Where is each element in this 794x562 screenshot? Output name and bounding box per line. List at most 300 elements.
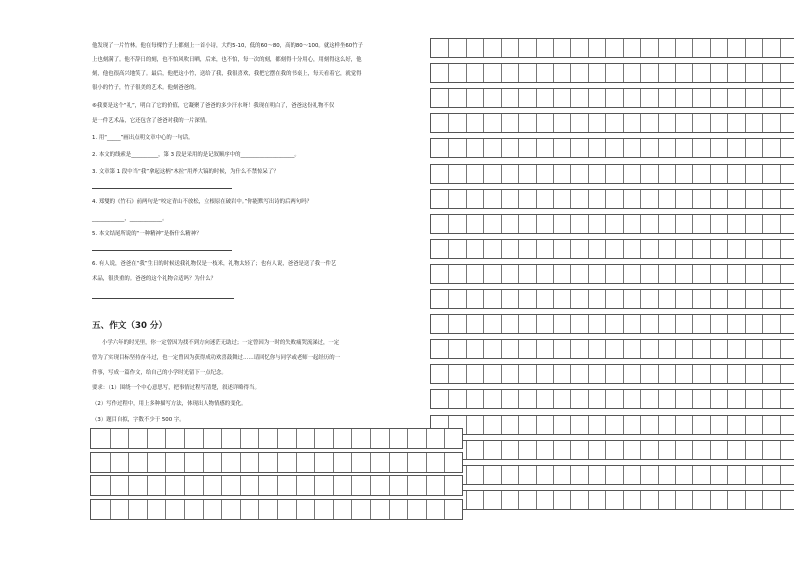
grid-cell-divider: [727, 315, 728, 333]
grid-cell-divider: [692, 265, 693, 283]
grid-cell-divider: [762, 416, 763, 434]
grid-cell-divider: [692, 416, 693, 434]
grid-cell-divider: [727, 215, 728, 233]
grid-cell-divider: [501, 89, 502, 107]
grid-cell-divider: [745, 114, 746, 132]
grid-cell-divider: [466, 491, 467, 509]
grid-row: [430, 440, 794, 460]
grid-cell-divider: [258, 453, 259, 472]
grid-cell-divider: [780, 390, 781, 408]
requirement: （2）写作过程中，用上多种描写方法，体现出人物情感的变化。: [92, 401, 247, 407]
grid-cell-divider: [727, 190, 728, 208]
grid-cell-divider: [710, 165, 711, 183]
grid-cell-divider: [675, 315, 676, 333]
grid-cell-divider: [448, 64, 449, 82]
answer-line[interactable]: [92, 188, 232, 189]
grid-cell-divider: [333, 453, 334, 472]
grid-cell-divider: [333, 476, 334, 495]
grid-cell-divider: [727, 39, 728, 57]
grid-cell-divider: [221, 429, 222, 448]
grid-cell-divider: [588, 39, 589, 57]
grid-cell-divider: [333, 500, 334, 519]
grid-cell-divider: [640, 64, 641, 82]
grid-cell-divider: [710, 39, 711, 57]
grid-cell-divider: [727, 89, 728, 107]
grid-cell-divider: [448, 39, 449, 57]
grid-cell-divider: [221, 500, 222, 519]
question-3: 3. 文章第 1 段中当“我”拿起这柄“木拉”用斧大镐的时候，为什么不禁惊呆了？: [92, 169, 279, 175]
grid-cell-divider: [780, 240, 781, 258]
grid-cell-divider: [780, 441, 781, 459]
grid-row: [90, 452, 463, 473]
grid-cell-divider: [518, 340, 519, 358]
grid-cell-divider: [370, 476, 371, 495]
grid-cell-divider: [483, 290, 484, 308]
grid-cell-divider: [570, 390, 571, 408]
grid-cell-divider: [762, 139, 763, 157]
grid-cell-divider: [762, 89, 763, 107]
grid-cell-divider: [658, 89, 659, 107]
grid-cell-divider: [483, 390, 484, 408]
grid-cell-divider: [710, 315, 711, 333]
grid-cell-divider: [296, 429, 297, 448]
grid-cell-divider: [426, 500, 427, 519]
grid-cell-divider: [762, 466, 763, 484]
grid-cell-divider: [745, 441, 746, 459]
grid-cell-divider: [448, 315, 449, 333]
grid-cell-divider: [351, 453, 352, 472]
answer-line[interactable]: [92, 250, 232, 251]
grid-cell-divider: [780, 39, 781, 57]
grid-cell-divider: [710, 365, 711, 383]
grid-cell-divider: [518, 114, 519, 132]
grid-cell-divider: [780, 466, 781, 484]
grid-cell-divider: [570, 265, 571, 283]
grid-cell-divider: [518, 139, 519, 157]
grid-cell-divider: [640, 190, 641, 208]
grid-cell-divider: [240, 453, 241, 472]
grid-cell-divider: [658, 240, 659, 258]
grid-cell-divider: [466, 215, 467, 233]
grid-cell-divider: [570, 89, 571, 107]
grid-cell-divider: [588, 290, 589, 308]
grid-cell-divider: [518, 390, 519, 408]
grid-cell-divider: [675, 290, 676, 308]
grid-cell-divider: [692, 315, 693, 333]
grid-cell-divider: [536, 139, 537, 157]
grid-cell-divider: [640, 390, 641, 408]
grid-cell-divider: [333, 429, 334, 448]
grid-cell-divider: [710, 190, 711, 208]
grid-cell-divider: [710, 139, 711, 157]
grid-cell-divider: [501, 39, 502, 57]
passage-line: 刻，他也很高兴地笑了。最后，他把这小竹，送给了我，我很喜欢，我把它摆在我的书桌上，每天看着它，就觉得: [92, 71, 362, 77]
grid-cell-divider: [501, 491, 502, 509]
grid-cell-divider: [466, 165, 467, 183]
grid-cell-divider: [553, 190, 554, 208]
grid-cell-divider: [658, 265, 659, 283]
grid-cell-divider: [675, 390, 676, 408]
grid-cell-divider: [277, 476, 278, 495]
grid-cell-divider: [762, 114, 763, 132]
grid-cell-divider: [675, 240, 676, 258]
grid-cell-divider: [745, 365, 746, 383]
grid-cell-divider: [501, 139, 502, 157]
grid-cell-divider: [466, 240, 467, 258]
grid-cell-divider: [692, 390, 693, 408]
grid-cell-divider: [426, 476, 427, 495]
grid-cell-divider: [780, 64, 781, 82]
grid-cell-divider: [710, 416, 711, 434]
grid-cell-divider: [692, 365, 693, 383]
grid-cell-divider: [623, 365, 624, 383]
grid-cell-divider: [466, 315, 467, 333]
grid-cell-divider: [110, 500, 111, 519]
grid-cell-divider: [605, 165, 606, 183]
grid-cell-divider: [710, 114, 711, 132]
grid-cell-divider: [296, 453, 297, 472]
grid-cell-divider: [448, 139, 449, 157]
question-5: 5. 本文结尾所说的“一种精神”是指什么精神？: [92, 231, 202, 237]
grid-cell-divider: [570, 340, 571, 358]
grid-cell-divider: [588, 365, 589, 383]
grid-cell-divider: [448, 190, 449, 208]
grid-cell-divider: [727, 340, 728, 358]
grid-cell-divider: [221, 453, 222, 472]
grid-cell-divider: [692, 114, 693, 132]
grid-cell-divider: [370, 453, 371, 472]
grid-cell-divider: [407, 500, 408, 519]
grid-cell-divider: [501, 390, 502, 408]
grid-cell-divider: [553, 139, 554, 157]
grid-cell-divider: [658, 165, 659, 183]
grid-cell-divider: [553, 466, 554, 484]
grid-cell-divider: [710, 64, 711, 82]
grid-cell-divider: [110, 476, 111, 495]
grid-row: [430, 138, 794, 158]
grid-cell-divider: [483, 240, 484, 258]
grid-cell-divider: [570, 215, 571, 233]
grid-cell-divider: [426, 429, 427, 448]
grid-cell-divider: [165, 500, 166, 519]
grid-row: [430, 465, 794, 485]
writing-grid-left[interactable]: [90, 428, 462, 524]
grid-cell-divider: [553, 365, 554, 383]
grid-cell-divider: [553, 441, 554, 459]
grid-cell-divider: [518, 39, 519, 57]
grid-cell-divider: [501, 165, 502, 183]
grid-cell-divider: [501, 365, 502, 383]
grid-cell-divider: [483, 190, 484, 208]
grid-cell-divider: [588, 240, 589, 258]
grid-cell-divider: [605, 365, 606, 383]
grid-cell-divider: [780, 315, 781, 333]
grid-cell-divider: [444, 500, 445, 519]
grid-row: [430, 38, 794, 58]
grid-cell-divider: [128, 429, 129, 448]
grid-cell-divider: [780, 165, 781, 183]
grid-cell-divider: [640, 340, 641, 358]
grid-cell-divider: [444, 453, 445, 472]
grid-cell-divider: [745, 416, 746, 434]
grid-cell-divider: [553, 165, 554, 183]
grid-cell-divider: [623, 190, 624, 208]
grid-cell-divider: [623, 290, 624, 308]
grid-cell-divider: [692, 466, 693, 484]
grid-cell-divider: [623, 64, 624, 82]
grid-cell-divider: [483, 64, 484, 82]
grid-cell-divider: [501, 416, 502, 434]
grid-cell-divider: [501, 114, 502, 132]
grid-cell-divider: [553, 390, 554, 408]
grid-cell-divider: [675, 340, 676, 358]
grid-cell-divider: [640, 139, 641, 157]
grid-cell-divider: [605, 265, 606, 283]
grid-cell-divider: [553, 491, 554, 509]
grid-cell-divider: [570, 290, 571, 308]
grid-cell-divider: [518, 190, 519, 208]
grid-cell-divider: [370, 500, 371, 519]
grid-cell-divider: [675, 365, 676, 383]
grid-cell-divider: [536, 315, 537, 333]
grid-cell-divider: [258, 476, 259, 495]
grid-cell-divider: [623, 390, 624, 408]
grid-cell-divider: [692, 441, 693, 459]
grid-cell-divider: [605, 39, 606, 57]
grid-cell-divider: [570, 315, 571, 333]
prompt-line: 件事，写成一篇作文，给自己的小学时光留下一点纪念。: [92, 370, 227, 376]
grid-row: [430, 239, 794, 259]
grid-row: [430, 415, 794, 435]
grid-cell-divider: [605, 240, 606, 258]
grid-cell-divider: [780, 190, 781, 208]
grid-cell-divider: [588, 165, 589, 183]
grid-cell-divider: [658, 315, 659, 333]
grid-cell-divider: [588, 340, 589, 358]
grid-cell-divider: [448, 265, 449, 283]
grid-cell-divider: [203, 429, 204, 448]
grid-cell-divider: [762, 315, 763, 333]
grid-cell-divider: [727, 441, 728, 459]
section-heading: 五、作文（30 分）: [92, 321, 168, 331]
grid-row: [430, 339, 794, 359]
grid-cell-divider: [501, 466, 502, 484]
grid-row: [90, 499, 463, 520]
grid-cell-divider: [588, 491, 589, 509]
grid-cell-divider: [483, 265, 484, 283]
grid-cell-divider: [110, 453, 111, 472]
grid-cell-divider: [727, 139, 728, 157]
grid-cell-divider: [727, 390, 728, 408]
grid-cell-divider: [553, 114, 554, 132]
grid-cell-divider: [128, 453, 129, 472]
question-6: 6. 有人说，爸爸在“我”生日的时候送我礼物仅是一枝米，礼物太轻了；也有人说，爸爸是送了我一件艺: [92, 261, 337, 267]
grid-cell-divider: [389, 453, 390, 472]
grid-cell-divider: [448, 165, 449, 183]
grid-cell-divider: [501, 215, 502, 233]
grid-cell-divider: [518, 240, 519, 258]
grid-cell-divider: [658, 64, 659, 82]
grid-cell-divider: [675, 114, 676, 132]
grid-cell-divider: [466, 39, 467, 57]
grid-cell-divider: [448, 240, 449, 258]
grid-cell-divider: [762, 39, 763, 57]
grid-cell-divider: [203, 453, 204, 472]
grid-cell-divider: [692, 165, 693, 183]
grid-cell-divider: [745, 215, 746, 233]
grid-cell-divider: [640, 491, 641, 509]
grid-cell-divider: [466, 89, 467, 107]
passage-line: 是一件艺术品，它还包含了爸爸对我的一片深情。: [92, 118, 211, 124]
grid-cell-divider: [745, 64, 746, 82]
grid-cell-divider: [727, 64, 728, 82]
grid-cell-divider: [553, 89, 554, 107]
writing-grid-right[interactable]: [430, 38, 794, 512]
grid-cell-divider: [483, 114, 484, 132]
grid-cell-divider: [536, 340, 537, 358]
grid-cell-divider: [710, 390, 711, 408]
grid-row: [430, 189, 794, 209]
grid-cell-divider: [640, 365, 641, 383]
grid-cell-divider: [466, 390, 467, 408]
grid-cell-divider: [623, 114, 624, 132]
grid-cell-divider: [466, 114, 467, 132]
grid-cell-divider: [553, 315, 554, 333]
grid-cell-divider: [483, 215, 484, 233]
grid-cell-divider: [483, 165, 484, 183]
grid-cell-divider: [570, 491, 571, 509]
grid-cell-divider: [483, 39, 484, 57]
grid-cell-divider: [675, 491, 676, 509]
grid-cell-divider: [518, 89, 519, 107]
grid-cell-divider: [407, 453, 408, 472]
grid-cell-divider: [536, 215, 537, 233]
grid-cell-divider: [147, 476, 148, 495]
grid-cell-divider: [314, 453, 315, 472]
question-4-blanks: ____________，____________。: [92, 216, 168, 222]
grid-cell-divider: [692, 64, 693, 82]
grid-cell-divider: [296, 476, 297, 495]
grid-cell-divider: [351, 429, 352, 448]
grid-cell-divider: [675, 165, 676, 183]
grid-cell-divider: [658, 466, 659, 484]
grid-cell-divider: [605, 466, 606, 484]
grid-cell-divider: [389, 429, 390, 448]
grid-cell-divider: [692, 89, 693, 107]
grid-cell-divider: [536, 265, 537, 283]
grid-cell-divider: [570, 365, 571, 383]
prompt-line: 曾为了实现目标坚持奋斗过，也一定曾因为获得成功欢喜鼓舞过……请回忆你与同学或老师一起经历的一: [92, 355, 340, 361]
grid-row: [430, 314, 794, 334]
grid-cell-divider: [710, 466, 711, 484]
answer-line[interactable]: [92, 298, 234, 299]
grid-cell-divider: [640, 240, 641, 258]
grid-cell-divider: [553, 64, 554, 82]
grid-cell-divider: [483, 139, 484, 157]
grid-cell-divider: [240, 429, 241, 448]
requirement: 要求：（1）围绕一个中心意思写，把事情过程写清楚，叙述详略得当。: [92, 385, 260, 391]
grid-cell-divider: [536, 165, 537, 183]
grid-cell-divider: [536, 466, 537, 484]
grid-cell-divider: [203, 476, 204, 495]
grid-cell-divider: [745, 240, 746, 258]
grid-cell-divider: [570, 240, 571, 258]
grid-cell-divider: [780, 340, 781, 358]
grid-cell-divider: [483, 89, 484, 107]
grid-cell-divider: [623, 340, 624, 358]
grid-cell-divider: [277, 429, 278, 448]
grid-cell-divider: [518, 64, 519, 82]
grid-cell-divider: [147, 453, 148, 472]
grid-cell-divider: [570, 139, 571, 157]
grid-cell-divider: [640, 165, 641, 183]
grid-cell-divider: [588, 89, 589, 107]
grid-cell-divider: [727, 265, 728, 283]
grid-cell-divider: [780, 265, 781, 283]
grid-cell-divider: [258, 500, 259, 519]
grid-cell-divider: [147, 429, 148, 448]
grid-cell-divider: [501, 190, 502, 208]
grid-cell-divider: [518, 441, 519, 459]
grid-cell-divider: [675, 39, 676, 57]
grid-cell-divider: [727, 240, 728, 258]
grid-cell-divider: [501, 64, 502, 82]
grid-cell-divider: [692, 290, 693, 308]
grid-cell-divider: [128, 500, 129, 519]
grid-cell-divider: [605, 139, 606, 157]
grid-cell-divider: [762, 290, 763, 308]
grid-cell-divider: [658, 190, 659, 208]
grid-cell-divider: [745, 390, 746, 408]
grid-cell-divider: [536, 491, 537, 509]
grid-cell-divider: [762, 365, 763, 383]
grid-cell-divider: [605, 64, 606, 82]
grid-cell-divider: [570, 190, 571, 208]
grid-cell-divider: [727, 491, 728, 509]
grid-cell-divider: [623, 265, 624, 283]
grid-cell-divider: [623, 441, 624, 459]
grid-cell-divider: [605, 89, 606, 107]
grid-cell-divider: [605, 491, 606, 509]
grid-cell-divider: [623, 165, 624, 183]
grid-cell-divider: [314, 476, 315, 495]
grid-cell-divider: [675, 89, 676, 107]
grid-cell-divider: [501, 265, 502, 283]
grid-cell-divider: [501, 240, 502, 258]
grid-cell-divider: [483, 491, 484, 509]
grid-cell-divider: [692, 215, 693, 233]
grid-cell-divider: [658, 114, 659, 132]
grid-cell-divider: [184, 476, 185, 495]
grid-cell-divider: [675, 416, 676, 434]
grid-cell-divider: [570, 165, 571, 183]
grid-cell-divider: [518, 365, 519, 383]
grid-cell-divider: [518, 315, 519, 333]
grid-cell-divider: [675, 139, 676, 157]
grid-cell-divider: [727, 165, 728, 183]
grid-cell-divider: [448, 290, 449, 308]
prompt-line: 小学六年的时光里，你一定曾因为找不到方向迷茫无助过；一定曾因为一时的失败痛哭流涕过，一定: [102, 340, 340, 346]
grid-cell-divider: [444, 429, 445, 448]
grid-cell-divider: [536, 416, 537, 434]
grid-cell-divider: [640, 290, 641, 308]
grid-cell-divider: [780, 114, 781, 132]
grid-cell-divider: [605, 441, 606, 459]
grid-cell-divider: [745, 165, 746, 183]
grid-cell-divider: [518, 215, 519, 233]
grid-cell-divider: [466, 265, 467, 283]
grid-cell-divider: [640, 89, 641, 107]
